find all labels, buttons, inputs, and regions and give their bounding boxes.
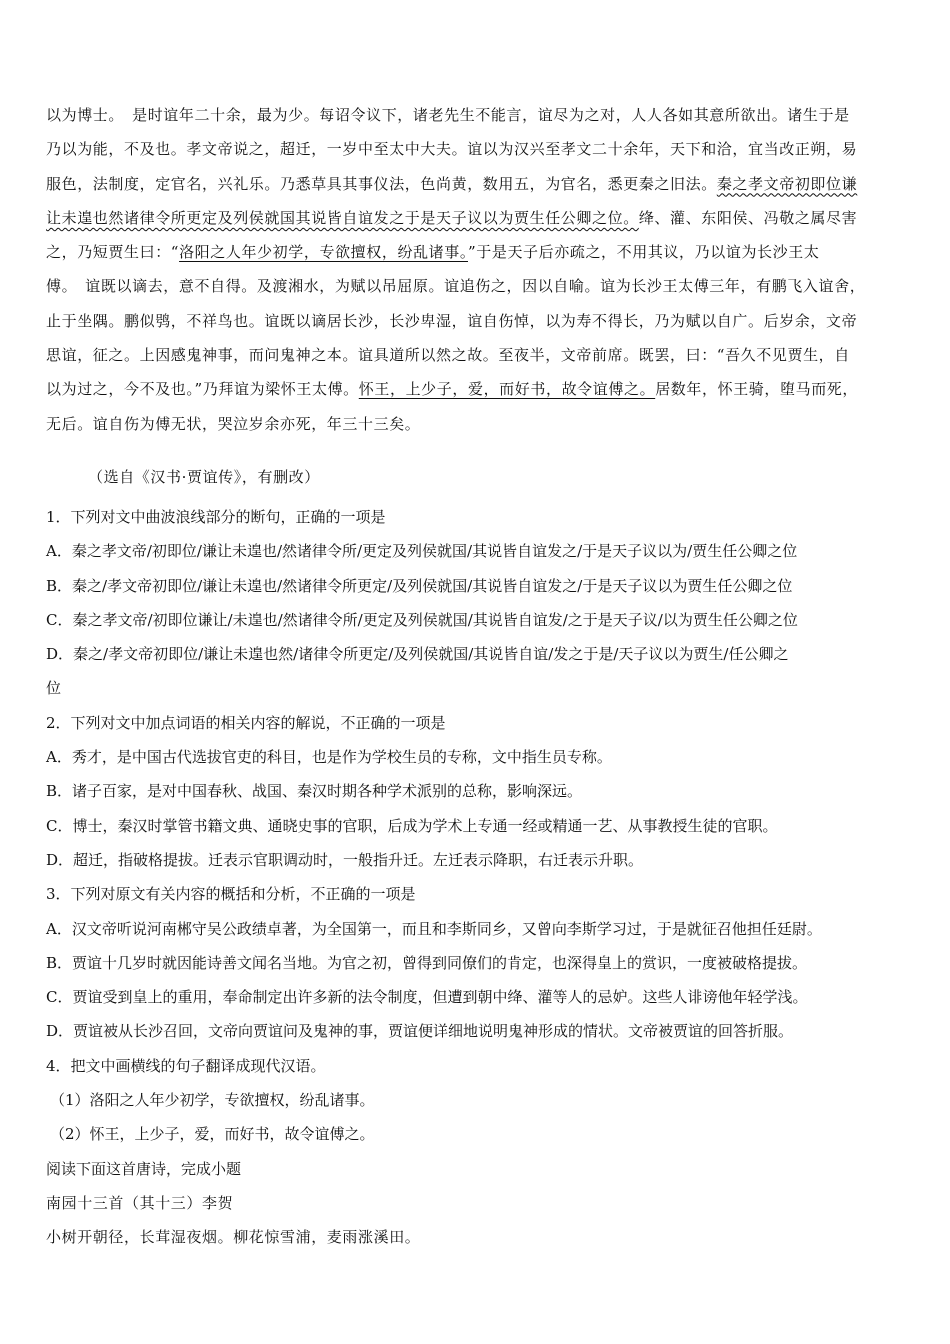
question-1: 1．下列对文中曲波浪线部分的断句，正确的一项是 [46,508,386,526]
passage-line [46,167,908,201]
question-2-option-b: B．诸子百家，是对中国春秋、战国、秦汉时期各种学术派别的总称，影响深远。 [46,782,583,801]
passage-line: 止于坐隅。鹏似鸮，不祥鸟也。谊既以谪居长沙，长沙卑湿，谊自伤悼，以为寿不得长，乃为赋以自广。后岁余，文帝 [46,311,858,330]
passage-text: 之，乃短贾生曰：“ [46,243,180,262]
question-1-option-b: B．秦之/孝文帝初即位/谦让未遑也/然诸律令所更定/及列侯就国/其说皆自谊发之/于是天子议以为贾生任公卿之位 [46,576,793,595]
question-1-option-c: C．秦之孝文帝/初即位谦让/未遑也/然诸律令所/更定及列侯就国/其说皆自谊发/之于是天子议/以为贾生任公卿之位 [46,610,798,629]
question-2-option-d: D．超迁，指破格提拔。迁表示官职调动时，一般指升迁。左迁表示降职，右迁表示升职。 [46,850,644,869]
passage-text: 居数年，怀王骑，堕马而死， [655,380,858,399]
question-2-option-a: A．秀才，是中国古代选拔官吏的科目，也是作为学校生员的专称，文中指生员专称。 [46,748,612,767]
passage-line [46,372,908,406]
wavy-underlined-text: 秦之孝文帝初即位谦 [716,174,858,193]
question-4: 4．把文中画横线的句子翻译成现代汉语。 [46,1056,326,1075]
passage-line: 傅。 谊既以谪去，意不自得。及渡湘水，为赋以吊屈原。谊追伤之，因以自喻。谊为长沙王太傅三年，有鹏飞入谊舍， [46,277,866,296]
passage-line: 无后。谊自伤为傅无状，哭泣岁余亦死，年三十三矣。 [46,414,421,433]
question-2-option-c: C．博士，秦汉时掌管书籍文典、通晓史事的官职，后成为学术上专通一经或精通一艺、从事教授生徒的官职。 [46,816,778,835]
passage-line [46,201,908,235]
passage-text: 以为过之，今不及也。”乃拜谊为梁怀王太傅。 [46,380,359,399]
passage-line: 思谊，征之。上因感鬼神事，而问鬼神之本。谊具道所以然之故。至夜半，文帝前席。既罢，曰：“吾久不见贾生，自 [46,346,850,365]
reading-instruction: 阅读下面这首唐诗，完成小题 [46,1159,242,1178]
passage-text: ”于是天子后亦疏之，不用其议，乃以谊为长沙王太 [467,243,820,262]
question-3: 3．下列对原文有关内容的概括和分析，不正确的一项是 [46,885,416,904]
passage-line: 乃以为能，不及也。孝文帝说之，超迁，一岁中至太中大夫。谊以为汉兴至孝文二十余年，天下和洽，宜当改正朔，易 [46,140,858,159]
poem-line: 小树开朝径，长茸湿夜烟。柳花惊雪浦，麦雨涨溪田。 [46,1228,421,1247]
passage [46,98,908,441]
underlined-sentence-1: 洛阳之人年少初学，专欲擅权，纷乱诸事。 [179,243,468,262]
question-3-option-a: A．汉文帝听说河南郴守吴公政绩卓著，为全国第一，而且和李斯同乡，又曾向李斯学习过，于是就征召他担任廷尉。 [46,919,822,938]
wavy-underlined-text: 让未遑也然诸律令所更定及列侯就国其说皆自谊发之于是天子议以为贾生任公卿之位。 [46,208,639,227]
underlined-sentence-2: 怀王，上少子，爱，而好书，故令谊傅之。 [358,380,656,399]
question-3-option-d: D．贾谊被从长沙召回，文帝向贾谊问及鬼神的事，贾谊便详细地说明鬼神形成的情状。文帝被贾谊的回答折服。 [46,1022,794,1041]
question-1-option-d-continued: 位 [46,679,62,698]
passage-text: 服色，法制度，定官名，兴礼乐。乃悉草具其事仪法，色尚黄，数用五，为官名，悉更秦之旧法。 [46,174,717,193]
passage-line [46,235,908,269]
question-3-option-c: C．贾谊受到皇上的重用，奉命制定出许多新的法令制度，但遭到朝中绛、灌等人的忌妒。这些人诽谤他年轻学浅。 [46,988,808,1007]
question-4-item-2: （2）怀王，上少子，爱，而好书，故令谊傅之。 [50,1125,375,1144]
passage-text: 绛、灌、东阳侯、冯敬之属尽害 [638,208,858,227]
question-2: 2．下列对文中加点词语的相关内容的解说，不正确的一项是 [46,713,446,732]
question-3-option-b: B．贾谊十几岁时就因能诗善文闻名当地。为官之初，曾得到同僚们的肯定，也深得皇上的赏识，一度被破格提拔。 [46,953,808,972]
questions [46,500,926,1255]
poem-title: 南园十三首（其十三）李贺 [46,1193,234,1212]
question-1-option-d: D．秦之/孝文帝初即位/谦让未遑也然/诸律令所更定/及列侯就国/其说皆自谊/发之于是/天子议以为贾生/任公卿之 [46,645,789,664]
passage-line: 以为博士。 是时谊年二十余，最为少。每诏令议下，诸老先生不能言，谊尽为之对，人人各如其意所欲出。诸生于是 [46,106,850,124]
question-4-item-1: （1）洛阳之人年少初学，专欲擅权，纷乱诸事。 [50,1091,375,1110]
source-citation: （选自《汉书·贾谊传》，有删改） [88,468,320,486]
question-1-option-a: A．秦之孝文帝/初即位/谦让未遑也/然诸律令所/更定及列侯就国/其说皆自谊发之/于是天子议以为/贾生任公卿之位 [46,542,798,561]
